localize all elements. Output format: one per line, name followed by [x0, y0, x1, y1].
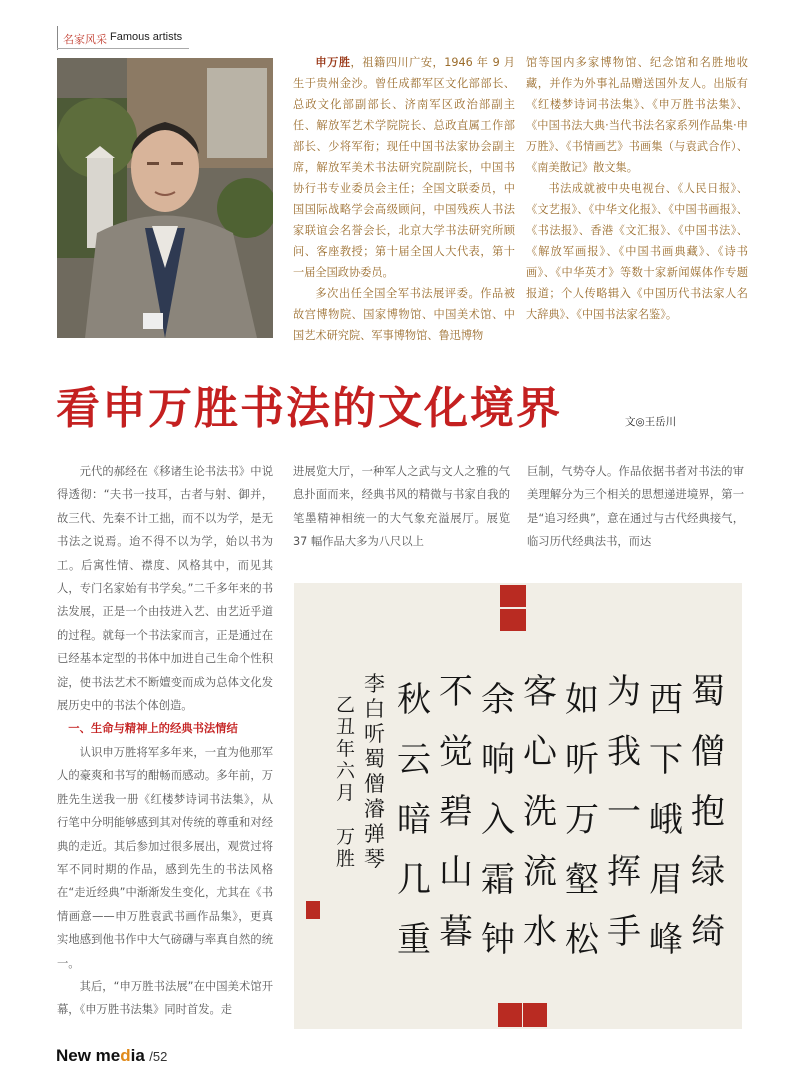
- artwork-date-signature: 乙丑年六月 万胜: [336, 694, 356, 870]
- brand-accent: d: [120, 1046, 131, 1065]
- footer: [56, 1046, 167, 1066]
- calligraphy-char: 几: [397, 860, 431, 900]
- artwork-inscription: 李白听蜀僧濬弹琴: [364, 672, 385, 871]
- header-rule: [57, 48, 189, 49]
- calligraphy-char: 僧: [691, 732, 725, 772]
- calligraphy-char: 重: [397, 920, 431, 960]
- page-number: /52: [149, 1049, 168, 1064]
- calligraphy-char: 绿: [691, 852, 725, 892]
- calligraphy-char: 秋: [397, 680, 431, 720]
- calligraphy-char: 心: [523, 732, 557, 772]
- body-paragraph-3: 其后，“申万胜书法展”在中国美术馆开幕，《申万胜书法集》同时首发。走: [57, 979, 273, 1017]
- body-column-1: [57, 460, 273, 1022]
- calligraphy-char: 手: [607, 912, 641, 952]
- bio-paragraph-2: 多次出任全国全军书法展评委。作品被故宫博物院、国家博物馆、中国美术馆、中国艺术研究院、军事博物馆、鲁迅博物: [293, 287, 515, 342]
- body-column-2: [293, 460, 510, 554]
- bio-paragraph-2-continued: 馆等国内多家博物馆、纪念馆和名胜地收藏，并作为外事礼品赠送国外友人。出版有《红楼梦诗词书法集》、《申万胜书法集》、《中国书法大典·当代书法名家系列作品集·申万胜》、《书情画艺》书画集（与袁武合作）、《南美散记》散文集。: [526, 56, 748, 174]
- calligraphy-char: 云: [397, 740, 431, 780]
- brand-part-1: New me: [56, 1046, 121, 1065]
- calligraphy-char: 余: [481, 680, 515, 720]
- calligraphy-char: 流: [523, 852, 557, 892]
- calligraphy-char: 万: [565, 800, 599, 840]
- calligraphy-char: 绮: [691, 912, 725, 952]
- article-title: 看申万胜书法的文化境界: [56, 383, 562, 434]
- calligraphy-char: 洗: [523, 792, 557, 832]
- calligraphy-artwork: [294, 583, 742, 1029]
- brand-part-2: ia: [130, 1046, 145, 1065]
- calligraphy-char: 客: [523, 672, 557, 712]
- body-paragraph-1: 元代的郝经在《移诸生论书法书》中说得透彻：“夫书一技耳，古者与射、御并，故三代、先秦不计工拙，而不以为学，是无书法之说焉。迨不得不以为学，始以书为工。后寓性情、襟度、风格其中，而见其人，专门名家始有书学矣。”二千多年来的书法发展，正是一个由技进入艺、由艺近乎道的过程。就每一个书法家而言，正是通过在已经基本定型的书体中加进自己生命个性积淀，使书法艺术不断嬗变而成为总体文化发展历史中的书法个体创造。: [57, 465, 273, 713]
- artist-portrait: [57, 58, 273, 338]
- calligraphy-char: 蜀: [691, 672, 725, 712]
- calligraphy-char: 霜: [481, 860, 515, 900]
- calligraphy-char: 钟: [481, 920, 515, 960]
- article-author: 文◎王岳川: [625, 416, 677, 428]
- header-divider: [57, 26, 58, 50]
- calligraphy-char: 抱: [691, 792, 725, 832]
- section-label-cn: 名家风采: [63, 33, 107, 46]
- calligraphy-char: 为: [607, 672, 641, 712]
- calligraphy-char: 如: [565, 680, 599, 720]
- calligraphy-char: 暮: [439, 912, 473, 952]
- calligraphy-char: 水: [523, 912, 557, 952]
- calligraphy-char: 峰: [649, 920, 683, 960]
- calligraphy-poem: [397, 672, 725, 960]
- bio-paragraph-1-text: ，祖籍四川广安，1946 年 9 月生于贵州金沙。曾任成都军区文化部部长、总政文化部副部长、济南军区政治部副主任、解放军艺术学院院长、总政直属工作部部长、少将军衔；现任中国书法家协会副主席，解放军美术书法研究院副院长，中国书协行书专业委员会主任；全国文联委员，中国国际战略学会高级顾问，中国残疾人书法家联谊会名誉会长，北京大学书法研究所顾问、客座教授；第十届全国人大代表，第十一届全国政协委员。: [293, 56, 515, 279]
- body-paragraph-2: 认识申万胜将军多年来，一直为他那军人的豪爽和书写的酣畅而感动。多年前，万胜先生送我一册《红楼梦诗词书法集》，从行笔中分明能够感到其对传统的尊重和对经典的走近。其后参加过很多展出，观赏过将军不同时期的作品，感到先生的书法风格在“走近经典”中渐渐发生变化，尤其在《书情画意——申万胜袁武书画作品集》，更真实地感到他书作中大气磅礴与率真自然的统一。: [57, 745, 273, 970]
- calligraphy-char: 觉: [439, 732, 473, 772]
- magazine-brand: [56, 1046, 145, 1065]
- body-paragraph-3-continued-2: 巨制，气势夺人。作品依据书者对书法的审美理解分为三个相关的思想递进境界，第一是“追习经典”，意在通过与古代经典接气，临习历代经典法书，而达: [527, 465, 744, 549]
- calligraphy-char: 一: [607, 792, 641, 832]
- section-subheading: 一、生命与精神上的经典书法情结: [68, 722, 238, 736]
- bio-paragraph-3: 书法成就被中央电视台、《人民日报》、《文艺报》、《中华文化报》、《中国书画报》、《书法报》、香港《文汇报》、《中国书法》、《解放军画报》、《中国书画典藏》、《诗书画》、《中华英才》等数十家新闻媒体作专题报道；个人传略辑入《中国历代书法家人名大辞典》、《中国书法家名鉴》。: [526, 182, 748, 321]
- calligraphy-char: 响: [481, 740, 515, 780]
- body-column-3: [527, 460, 744, 554]
- section-label-en: Famous artists: [110, 31, 183, 43]
- bio-column-right: [526, 52, 748, 325]
- calligraphy-char: 暗: [397, 800, 431, 840]
- calligraphy-char: 不: [439, 672, 473, 712]
- bio-column-left: [293, 52, 515, 346]
- artist-name: 申万胜: [315, 56, 351, 69]
- body-paragraph-3-continued: 进展览大厅，一种军人之武与文人之雅的气息扑面而来，经典书风的精微与书家自我的笔墨精神相统一的大气象充溢展厅。展览 37 幅作品大多为八尺以上: [293, 465, 510, 549]
- calligraphy-char: 我: [607, 732, 641, 772]
- calligraphy-char: 西: [649, 680, 683, 720]
- calligraphy-char: 入: [481, 800, 515, 840]
- calligraphy-char: 挥: [607, 852, 641, 892]
- seal-top: [500, 585, 526, 631]
- calligraphy-char: 下: [649, 740, 683, 780]
- calligraphy-char: 松: [565, 920, 599, 960]
- calligraphy-char: 峨: [649, 800, 683, 840]
- bio-paragraph-1: [293, 52, 515, 283]
- calligraphy-char: 碧: [439, 792, 473, 832]
- calligraphy-char: 壑: [565, 860, 599, 900]
- signature-seal: [306, 901, 320, 919]
- calligraphy-char: 山: [439, 852, 473, 892]
- calligraphy-char: 听: [565, 740, 599, 780]
- seal-bottom: [498, 1003, 547, 1027]
- calligraphy-char: 眉: [649, 860, 683, 900]
